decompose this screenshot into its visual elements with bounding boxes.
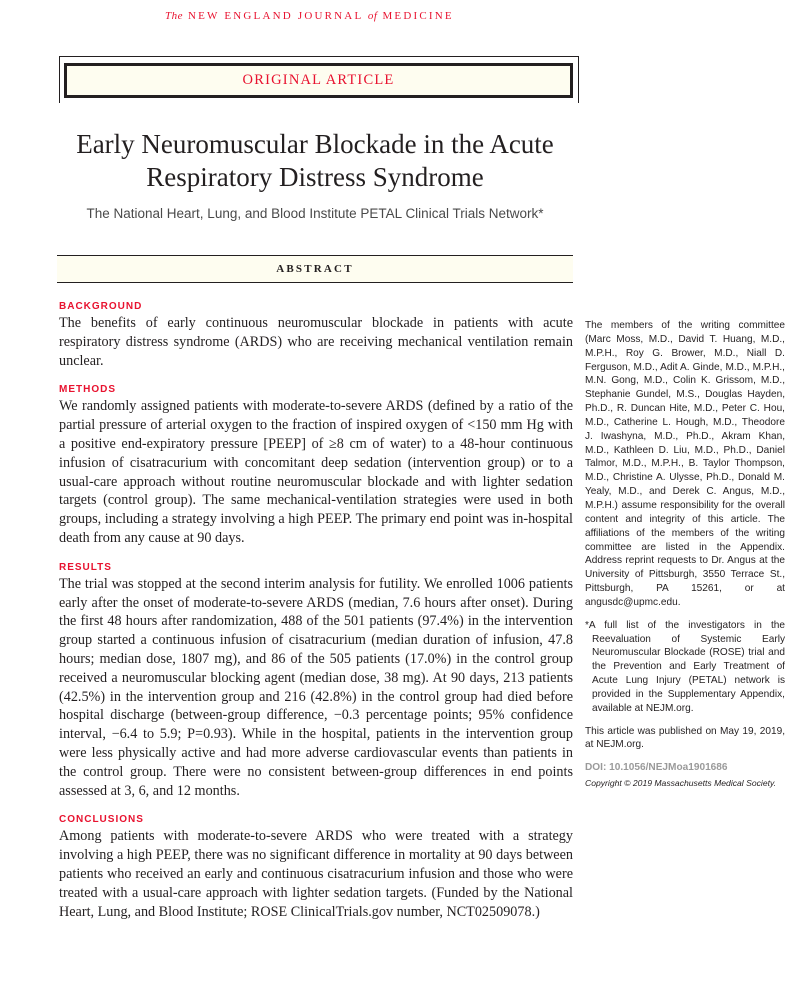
journal-name-part1: NEW ENGLAND JOURNAL bbox=[187, 10, 363, 22]
sidebar-notes bbox=[585, 319, 785, 791]
article-title: Early Neuromuscular Blockade in the Acute Respiratory Distress Syndrome bbox=[76, 129, 554, 192]
section-text: We randomly assigned patients with moderate-to-severe ARDS (defined by a ratio of the partial pressure of arterial oxygen to the fraction of inspired oxygen of <150 mm Hg with a positive end-expiratory pressure [PEEP] of ≥8 cm of water) to a 48-hour continuous infusion of cisatracurium with concomitant deep sedation (intervention group) or to a usual-care approach without routine neuromuscular blockade and with lighter sedation targets (control group). The same mechanical-ventilation strategies were used in both groups, including a strategy involving a high PEEP. The primary end point was in-hospital death from any cause at 90 days. bbox=[59, 398, 573, 546]
section-heading: RESULTS bbox=[59, 561, 112, 573]
journal-masthead bbox=[165, 10, 525, 22]
section-heading: BACKGROUND bbox=[59, 301, 143, 312]
section-text: The benefits of early continuous neuromuscular blockade in patients with acute respiratory distress syndrome (ARDS) who are receiving mechanical ventilation remain unclear. bbox=[59, 315, 573, 369]
section-heading: METHODS bbox=[59, 384, 116, 396]
abstract-section-results bbox=[59, 561, 573, 801]
article-authors: The National Heart, Lung, and Blood Institute PETAL Clinical Trials Network* bbox=[86, 206, 544, 221]
article-type-box bbox=[64, 63, 573, 98]
abstract-label: ABSTRACT bbox=[276, 263, 354, 275]
publication-note: This article was published on May 19, 2019, at NEJM.org. bbox=[585, 725, 785, 751]
doi-link[interactable]: DOI: 10.1056/NEJMoa1901686 bbox=[585, 762, 728, 774]
abstract-body bbox=[59, 300, 573, 934]
journal-prefix: The bbox=[165, 10, 183, 22]
abstract-section-background bbox=[59, 300, 573, 370]
copyright-notice: Copyright © 2019 Massachusetts Medical Society. bbox=[585, 778, 777, 789]
section-heading: CONCLUSIONS bbox=[59, 814, 144, 826]
writing-committee-note: The members of the writing committee (Marc Moss, M.D., David T. Huang, M.D., M.P.H., Roy G. Brower, M.D., Niall D. Ferguson, M.D., Adit A. Ginde, M.D., M.P.H., M.N. Gong, M.D., Colin K. Grissom, M.D., Stephanie Gundel, M.S., Douglas Hayden, Ph.D., R. Duncan Hite, M.D., Peter C. Hou, M.D., Catherine L. Hough, M.D., Theodore J. Iwashyna, M.D., Ph.D., Akram Khan, M.D., Kathleen D. Liu, M.D., Ph.D., Daniel Talmor, M.D., M.P.H., B. Taylor Thompson, M.D., Christine A. Ulysse, Ph.D., Donald M. Yealy, M.D., and Derek C. Angus, M.D., M.P.H.) assume responsibility for the overall content and integrity of this article. The affiliations of the members of the writing committee are listed in the Appendix. Address reprint requests to Dr. Angus at the University of Pittsburgh, 3550 Terrace St., Pittsburgh, PA 15261, or at angusdc@upmc.edu. bbox=[585, 320, 785, 608]
abstract-section-conclusions bbox=[59, 813, 573, 921]
abstract-section-methods bbox=[59, 383, 573, 547]
journal-name-part2: MEDICINE bbox=[382, 10, 454, 22]
section-text: Among patients with moderate-to-severe ARDS who were treated with a strategy involving a high PEEP, there was no significant difference in mortality at 90 days between patients who received an early and continuous cisatracurium infusion and those who were treated with a usual-care approach with lighter sedation targets. (Funded by the National Heart, Lung, and Blood Institute; ROSE ClinicalTrials.gov number, NCT02509078.) bbox=[59, 828, 573, 920]
article-type-label: ORIGINAL ARTICLE bbox=[242, 72, 395, 88]
abstract-header-bar bbox=[57, 255, 573, 283]
journal-connector: of bbox=[367, 10, 378, 22]
investigators-footnote: *A full list of the investigators in the Reevaluation of Systemic Early Neuromuscular Blockade (ROSE) trial and the Prevention and Early Treatment of Acute Lung Injury (PETAL) network is provided in the Supplementary Appendix, available at NEJM.org. bbox=[585, 619, 785, 714]
section-text: The trial was stopped at the second interim analysis for futility. We enrolled 1006 patients early after the onset of moderate-to-severe ARDS (median, 7.6 hours after onset). During the first 48 hours after randomization, 488 of the 501 patients (97.4%) in the intervention group started a continuous infusion of cisatracurium (median duration of infusion, 47.8 hours; median dose, 1807 mg), and 86 of the 505 patients (17.0%) in the control group received a neuromuscular blocking agent (median dose, 38 mg). At 90 days, 213 patients (42.5%) in the intervention group and 216 (42.8%) in the control group had died before hospital discharge (between-group difference, −0.3 percentage points; 95% confidence interval, −6.4 to 5.9; P=0.93). While in the hospital, patients in the intervention group were less physically active and had more adverse cardiovascular events than patients in the control group. There were no consistent between-group differences in end points assessed at 3, 6, and 12 months. bbox=[59, 575, 573, 799]
